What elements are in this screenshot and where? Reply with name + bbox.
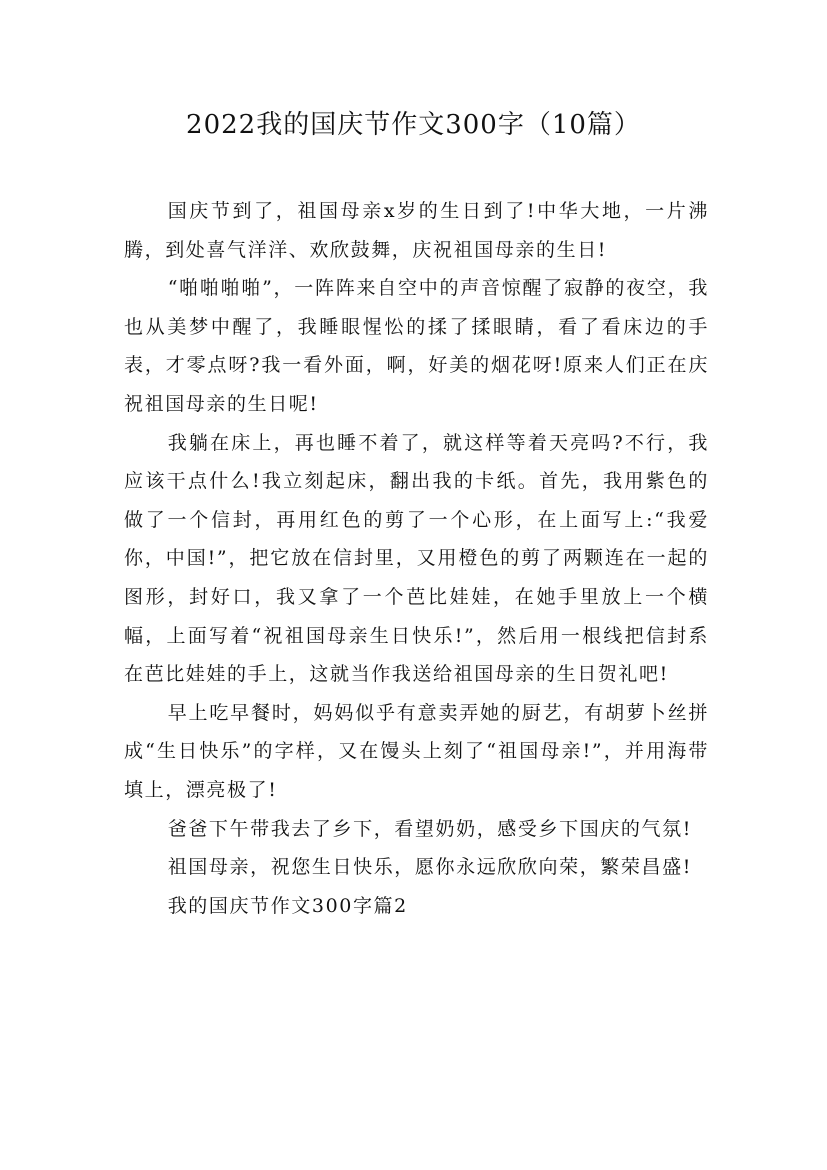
paragraph: 国庆节到了，祖国母亲x岁的生日到了!中华大地，一片沸腾，到处喜气洋洋、欢欣鼓舞，庆祝祖国母亲的生日! bbox=[124, 200, 709, 261]
paragraph: 爸爸下午带我去了乡下，看望奶奶，感受乡下国庆的气氛! bbox=[167, 817, 692, 840]
document-body bbox=[124, 192, 709, 925]
paragraph: 早上吃早餐时，妈妈似乎有意卖弄她的厨艺，有胡萝卜丝拼成“生日快乐”的字样，又在馒头上刻了“祖国母亲!”，并用海带填上，漂亮极了! bbox=[124, 701, 709, 801]
paragraph: “啪啪啪啪”，一阵阵来自空中的声音惊醒了寂静的夜空，我也从美梦中醒了，我睡眼惺忪的揉了揉眼睛，看了看床边的手表，才零点呀?我一看外面，啊，好美的烟花呀!原来人们正在庆祝祖国母亲的生日呢! bbox=[124, 277, 709, 415]
paragraph: 祖国母亲，祝您生日快乐，愿你永远欣欣向荣，繁荣昌盛! bbox=[167, 856, 692, 879]
document-title: 2022我的国庆节作文300字（10篇） bbox=[186, 110, 641, 140]
section-heading: 我的国庆节作文300字篇2 bbox=[167, 894, 408, 917]
paragraph: 我躺在床上，再也睡不着了，就这样等着天亮吗?不行，我应该干点什么!我立刻起床，翻出我的卡纸。首先，我用紫色的做了一个信封，再用红色的剪了一个心形，在上面写上:“我爱你，中国!”，把它放在信封里，又用橙色的剪了两颗连在一起的图形，封好口，我又拿了一个芭比娃娃，在她手里放上一个横幅，上面写着“祝祖国母亲生日快乐!”，然后用一根线把信封系在芭比娃娃的手上，这就当作我送给祖国母亲的生日贺礼吧! bbox=[124, 431, 709, 686]
